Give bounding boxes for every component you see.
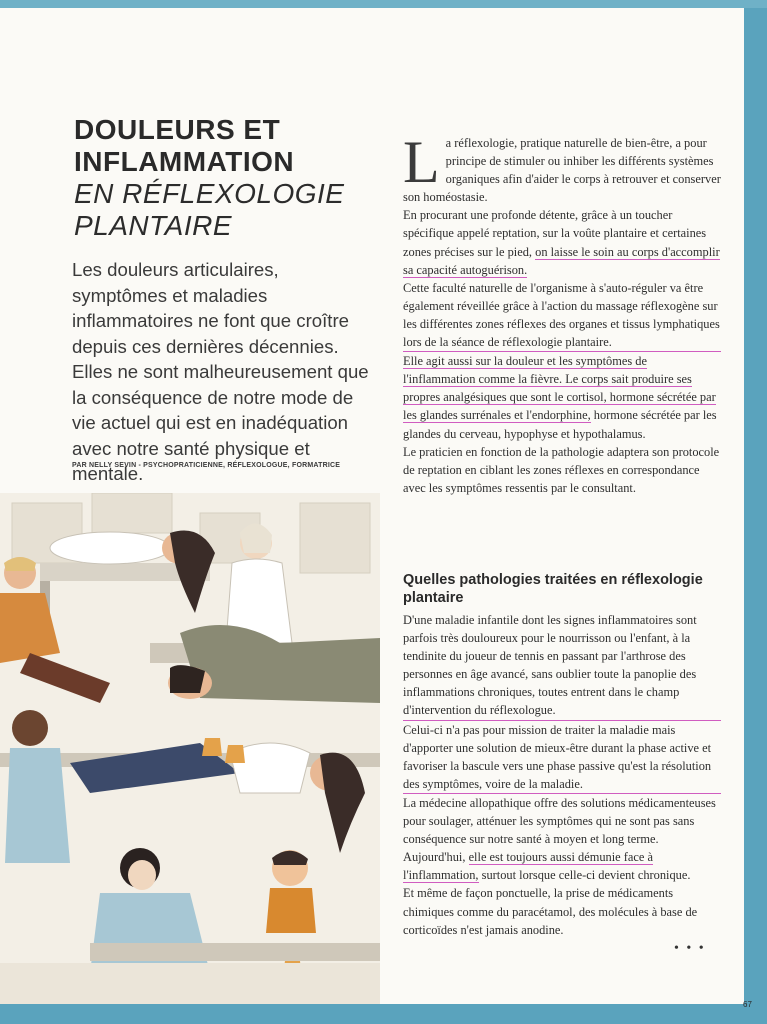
paragraph-3: Cette faculté naturelle de l'organisme à s'auto-réguler va être également réveillée grâce à l'action du massage réflexogène sur les différentes zones réflexes des organes et tissus lymphatiques lors de la séance de réflexologie plantaire. <box>403 279 721 352</box>
article-intro: Les douleurs articulaires, symptômes et maladies inflammatoires ne font que croître depuis ces dernières décennies. Elles ne sont malheureusement que la conséquence de notre mode de vie actuel qui est en inadéquation avec notre santé physique et mentale. <box>72 259 369 484</box>
paragraph-9: Et même de façon ponctuelle, la prise de médicaments chimiques comme du paracétamol, des molécules à base de corticoïdes n'est jamais anodine. <box>403 886 698 937</box>
article-column-2 <box>403 611 721 939</box>
paragraph-2: En procurant une profonde détente, grâce à un toucher spécifique appelé reptation, sur la voûte plantaire et certaines zones précises sur le pied, on laisse le soin au corps d'accomplir sa capacité autoguérison. <box>403 208 720 277</box>
underlined-text: Le corps sait produire ses propres analgésiques que sont le cortisol, hormone sécrétée par les glandes surrénales et l'endorphine, <box>403 372 716 423</box>
massage-illustration <box>0 493 380 1004</box>
page-number: 67 <box>743 1000 752 1009</box>
article-column <box>403 129 721 497</box>
drop-cap: L <box>403 129 440 195</box>
practitioner-left <box>5 748 70 863</box>
section-heading: Quelles pathologies traitées en réflexologie plantaire <box>403 572 703 606</box>
title-line-3: EN RÉFLEXOLOGIE <box>74 178 345 209</box>
child <box>266 888 316 933</box>
paragraph-6: D'une maladie infantile dont les signes inflammatoires sont parfois très douloureux pour le nourrisson ou l'enfant, à la tendinite du joueur de tennis en passant par l'arthrose des personnes en âge avancé, sans oublier toute la panoplie des inflammations chroniques, toutes entrent dans le champ d'intervention du réflexologue. <box>403 611 721 721</box>
title-line-2: INFLAMMATION <box>74 146 295 177</box>
underlined-text: elle est toujours aussi démunie face à l'inflammation, <box>403 850 653 883</box>
underlined-text: on laisse le soin au corps d'accomplir sa capacité autoguérison. <box>403 244 720 277</box>
article-title <box>74 114 374 242</box>
paragraph-5: Le praticien en fonction de la pathologie adaptera son protocole de reptation en ciblant les zones réflexes en correspondance avec les symptômes ressentis par le consultant. <box>403 444 720 495</box>
paragraph-1: La réflexologie, pratique naturelle de bien-être, a pour principe de stimuler ou inhiber les différents systèmes organiques afin d'aider le corps à retrouver et conserver son homéostasie. <box>403 129 721 205</box>
top-stripe <box>0 0 767 8</box>
title-line-4: PLANTAIRE <box>74 210 233 241</box>
article-byline: PAR NELLY SEVIN - PSYCHOPRATICIENNE, RÉFLEXOLOGUE, FORMATRICE <box>72 462 341 469</box>
paragraph-7: Celui-ci n'a pas pour mission de traiter la maladie mais d'apporter une solution de mieux-être durant la phase active et favoriser la bascule vers une phase passive qu'est la résolution des symptômes, voire de la maladie. <box>403 721 721 794</box>
continue-marker: • • • <box>674 941 706 956</box>
title-line-1: DOULEURS ET <box>74 114 281 145</box>
paragraph-8: La médecine allopathique offre des solutions médicamenteuses pour soulager, atténuer les symptômes qui ne sont pas sans conséquence sur notre santé à moyen et long terme. Aujourd'hui, elle est toujours aussi démunie face à l'inflammation, surtout lorsque celle-ci devient chronique. <box>403 795 716 883</box>
paragraph-4: Elle agit aussi sur la douleur et les symptômes de l'inflammation comme la fièvre. Le corps sait produire ses propres analgésiques que sont le cortisol, hormone sécrétée par les glandes surrénales et l'endorphine, hormone sécrétée par les glandes du cerveau, hypophyse et hypothalamus. <box>403 354 717 441</box>
